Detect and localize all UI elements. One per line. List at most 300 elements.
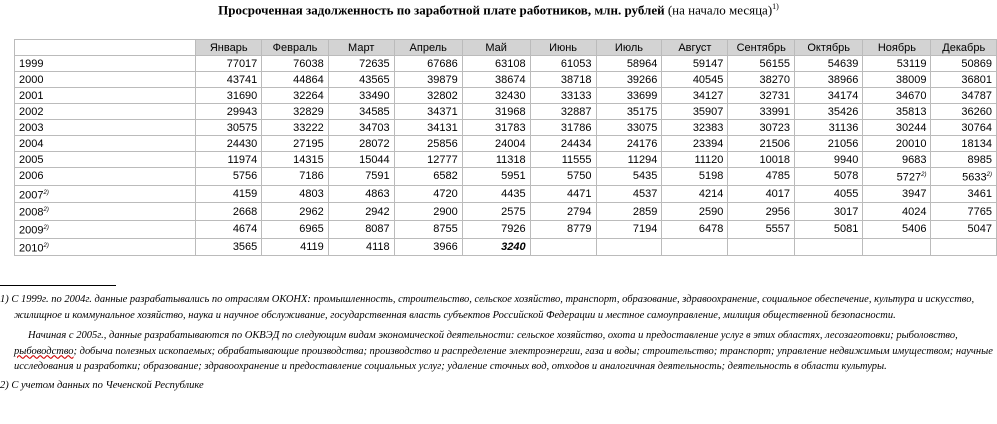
value-cell <box>596 152 662 168</box>
value-text: 5047 <box>967 223 992 236</box>
value-text: 32802 <box>427 89 458 102</box>
value-text: 39879 <box>427 73 458 86</box>
value-text: 27195 <box>293 137 324 150</box>
value-text: 34585 <box>359 105 390 118</box>
value-cell <box>530 238 596 256</box>
value-text: 33133 <box>560 89 592 102</box>
cell-footnote-ref: 2) <box>986 172 992 178</box>
value-text: 32383 <box>692 121 724 134</box>
value-text: 12777 <box>427 153 458 166</box>
footnote-1-continuation <box>0 328 997 375</box>
value-text: 15044 <box>359 153 390 166</box>
value-cell <box>196 238 262 256</box>
value-text: 4118 <box>366 240 390 253</box>
year-label: 2002 <box>19 105 44 118</box>
value-cell <box>196 220 262 238</box>
value-text: 32731 <box>759 89 791 102</box>
month-header: Март <box>328 40 394 56</box>
year-footnote-ref: 2) <box>43 224 49 231</box>
value-text: 4785 <box>765 170 791 183</box>
value-cell <box>728 185 795 203</box>
year-cell <box>15 152 196 168</box>
value-text: 72635 <box>359 57 390 70</box>
value-cell <box>394 185 462 203</box>
footnote-divider <box>0 285 116 286</box>
value-cell <box>394 152 462 168</box>
value-cell <box>394 238 462 256</box>
table-row <box>15 104 997 120</box>
value-text: 5633 <box>962 171 987 184</box>
value-text: 31783 <box>495 121 526 134</box>
value-text: 35907 <box>692 105 724 118</box>
month-header: Апрель <box>394 40 462 56</box>
value-cell <box>728 220 795 238</box>
value-cell <box>662 120 728 136</box>
value-text: 30764 <box>961 121 992 134</box>
value-cell <box>462 185 530 203</box>
value-cell <box>328 185 394 203</box>
value-text: 6582 <box>433 170 458 183</box>
value-text: 2942 <box>365 205 390 218</box>
footnote-2-text-b: ; добыча полезных ископаемых; обрабатывающие производства; производство и распределение электроэнергии, газа и воды; строительство; транспорт; управление недвижимым имуществом; научные исследования и разработки; образование; здравоохранение и предоставление социальных услуг; удаление сточных вод, отходов и аналогичная деятельность; деятельность в области культуры. <box>14 345 993 372</box>
value-cell <box>795 185 863 203</box>
year-cell <box>15 72 196 88</box>
value-text: 2794 <box>567 205 592 218</box>
value-cell <box>863 185 931 203</box>
value-cell <box>196 203 262 221</box>
value-text: 6965 <box>299 223 324 236</box>
value-cell <box>795 168 863 186</box>
value-cell <box>931 238 997 256</box>
value-text: 34131 <box>427 121 458 134</box>
value-text: 5557 <box>765 223 791 236</box>
value-cell <box>394 72 462 88</box>
value-text: 4435 <box>501 187 526 200</box>
value-cell <box>328 220 394 238</box>
value-text: 36260 <box>961 105 992 118</box>
value-text: 5198 <box>698 170 724 183</box>
value-cell <box>394 168 462 186</box>
value-text: 8755 <box>433 223 458 236</box>
value-text: 14315 <box>293 153 324 166</box>
value-text: 5406 <box>901 223 927 236</box>
value-text: 2575 <box>501 205 526 218</box>
year-label: 2001 <box>19 89 44 102</box>
value-cell <box>728 104 795 120</box>
value-text: 5750 <box>567 170 592 183</box>
value-cell <box>931 88 997 104</box>
footnote-2-text: С учетом данных по Чеченской Республике <box>11 379 204 391</box>
value-cell <box>728 88 795 104</box>
month-header: Ноябрь <box>863 40 931 56</box>
value-cell <box>328 168 394 186</box>
value-text: 6478 <box>698 223 724 236</box>
value-text: 24430 <box>226 137 258 150</box>
value-text: 5951 <box>501 170 526 183</box>
value-cell <box>328 120 394 136</box>
year-footnote-ref: 2) <box>43 242 49 249</box>
cell-footnote-ref: 2) <box>921 172 927 178</box>
value-text: 39266 <box>626 73 658 86</box>
year-cell <box>15 238 196 256</box>
value-text: 43565 <box>359 73 390 86</box>
value-text: 3966 <box>433 240 458 253</box>
value-cell <box>262 220 328 238</box>
misspelled-word: рыбоводство <box>14 345 74 357</box>
value-text: 18134 <box>961 137 992 150</box>
year-cell <box>15 136 196 152</box>
value-cell <box>394 136 462 152</box>
value-cell <box>931 185 997 203</box>
value-cell <box>196 72 262 88</box>
value-text: 5078 <box>833 170 859 183</box>
value-text: 7591 <box>365 170 390 183</box>
value-cell <box>728 136 795 152</box>
value-text: 5756 <box>232 170 258 183</box>
value-cell <box>931 220 997 238</box>
value-cell <box>863 120 931 136</box>
value-cell <box>662 104 728 120</box>
value-cell <box>596 72 662 88</box>
value-text: 4055 <box>833 187 859 200</box>
value-cell <box>530 72 596 88</box>
title-note: (на начало месяца) <box>664 2 773 18</box>
value-cell <box>931 136 997 152</box>
value-text: 21056 <box>827 137 859 150</box>
year-label: 2009 <box>19 224 44 237</box>
value-cell <box>795 120 863 136</box>
table-row <box>15 185 997 203</box>
value-text: 2859 <box>632 205 658 218</box>
value-text: 7186 <box>299 170 324 183</box>
year-label: 1999 <box>19 57 44 70</box>
value-cell <box>462 238 530 256</box>
table-row <box>15 203 997 221</box>
month-header: Октябрь <box>795 40 863 56</box>
year-label: 2007 <box>19 189 44 202</box>
value-cell <box>262 56 328 72</box>
value-cell <box>462 168 530 186</box>
value-cell <box>262 88 328 104</box>
value-text: 2956 <box>765 205 791 218</box>
value-text: 32264 <box>293 89 324 102</box>
value-cell <box>462 220 530 238</box>
table-row <box>15 120 997 136</box>
value-text: 31786 <box>560 121 592 134</box>
value-cell <box>863 72 931 88</box>
value-cell <box>530 88 596 104</box>
value-text: 10018 <box>759 153 791 166</box>
value-text: 30575 <box>226 121 258 134</box>
value-text: 76038 <box>293 57 324 70</box>
value-text: 8985 <box>967 153 992 166</box>
value-text: 35426 <box>827 105 859 118</box>
value-cell <box>863 203 931 221</box>
month-header: Январь <box>196 40 262 56</box>
value-text: 4214 <box>698 187 724 200</box>
value-cell <box>662 203 728 221</box>
value-cell <box>262 120 328 136</box>
value-cell <box>596 88 662 104</box>
value-cell <box>262 185 328 203</box>
footnote-1-marker: 1) <box>0 294 9 305</box>
value-text: 35175 <box>626 105 658 118</box>
value-cell <box>262 168 328 186</box>
value-cell <box>394 104 462 120</box>
value-cell <box>863 56 931 72</box>
value-cell <box>462 120 530 136</box>
value-text: 25856 <box>427 137 458 150</box>
table-row <box>15 136 997 152</box>
value-text: 4720 <box>433 187 458 200</box>
table-row <box>15 152 997 168</box>
year-cell <box>15 185 196 203</box>
value-text: 7765 <box>967 205 992 218</box>
value-cell <box>262 136 328 152</box>
value-text: 32887 <box>560 105 592 118</box>
value-text: 3240 <box>501 240 526 253</box>
value-cell <box>328 136 394 152</box>
value-cell <box>262 72 328 88</box>
value-cell <box>328 238 394 256</box>
year-label: 2006 <box>19 170 44 183</box>
value-cell <box>863 88 931 104</box>
value-text: 9683 <box>901 153 927 166</box>
year-cell <box>15 56 196 72</box>
value-cell <box>262 152 328 168</box>
value-text: 44864 <box>293 73 324 86</box>
value-text: 11555 <box>561 153 592 166</box>
corner-cell <box>15 40 196 56</box>
value-text: 23394 <box>692 137 724 150</box>
value-cell <box>530 168 596 186</box>
value-text: 61053 <box>560 57 592 70</box>
value-cell <box>262 104 328 120</box>
value-cell <box>795 88 863 104</box>
value-text: 4159 <box>232 187 258 200</box>
value-cell <box>530 152 596 168</box>
month-header: Июнь <box>530 40 596 56</box>
table-row <box>15 238 997 256</box>
value-cell <box>795 104 863 120</box>
value-cell <box>196 104 262 120</box>
year-cell <box>15 104 196 120</box>
year-label: 2008 <box>19 206 44 219</box>
value-cell <box>530 120 596 136</box>
value-cell <box>462 88 530 104</box>
year-label: 2004 <box>19 137 44 150</box>
value-text: 34787 <box>961 89 992 102</box>
value-cell <box>328 88 394 104</box>
year-cell <box>15 88 196 104</box>
value-cell <box>596 185 662 203</box>
value-cell <box>795 72 863 88</box>
value-cell <box>728 238 795 256</box>
value-cell <box>931 120 997 136</box>
value-cell <box>596 120 662 136</box>
value-cell <box>596 203 662 221</box>
value-cell <box>795 152 863 168</box>
value-text: 56155 <box>759 57 791 70</box>
value-cell <box>394 120 462 136</box>
value-cell <box>394 220 462 238</box>
value-text: 4803 <box>299 187 324 200</box>
value-text: 31136 <box>828 121 859 134</box>
value-text: 36801 <box>961 73 992 86</box>
value-cell <box>394 56 462 72</box>
value-text: 3565 <box>232 240 258 253</box>
value-text: 38674 <box>495 73 526 86</box>
year-label: 2005 <box>19 153 44 166</box>
header-row <box>15 40 997 56</box>
value-cell <box>931 56 997 72</box>
value-text: 77017 <box>226 57 258 70</box>
value-cell <box>931 203 997 221</box>
value-text: 2668 <box>232 205 258 218</box>
value-cell <box>662 185 728 203</box>
value-cell <box>795 238 863 256</box>
value-text: 11974 <box>227 153 258 166</box>
value-cell <box>196 56 262 72</box>
month-header: Август <box>662 40 728 56</box>
value-cell <box>662 152 728 168</box>
value-text: 4471 <box>567 187 592 200</box>
value-cell <box>931 104 997 120</box>
value-cell <box>196 152 262 168</box>
value-cell <box>863 104 931 120</box>
value-text: 38270 <box>759 73 791 86</box>
value-text: 58964 <box>626 57 658 70</box>
value-cell <box>462 136 530 152</box>
value-text: 38009 <box>895 73 927 86</box>
footnote-1-text: С 1999г. по 2004г. данные разрабатывались по отраслям ОКОНХ: промышленность, строительство, сельское хозяйство, транспорт, образование, здравоохранение, социальное обеспечение, культура и искусство, жилищное и коммунальное хозяйство, наука и научное обслуживание, государственная власть субъектов Российской Федерации и местное самоуправление, милиция общественной безопасности. <box>11 294 975 321</box>
footnote-2-marker: 2) <box>0 379 9 391</box>
year-footnote-ref: 2) <box>43 207 49 214</box>
value-cell <box>596 136 662 152</box>
value-text: 21506 <box>759 137 791 150</box>
value-text: 32829 <box>293 105 324 118</box>
month-header: Май <box>462 40 530 56</box>
table-row <box>15 168 997 186</box>
value-cell <box>196 185 262 203</box>
value-text: 8087 <box>365 223 390 236</box>
value-cell <box>931 152 997 168</box>
table-row <box>15 56 997 72</box>
table-row <box>15 88 997 104</box>
value-text: 59147 <box>692 57 724 70</box>
arrears-table <box>14 39 997 256</box>
value-text: 24004 <box>495 137 526 150</box>
value-cell <box>662 88 728 104</box>
value-cell <box>662 136 728 152</box>
value-cell <box>328 152 394 168</box>
footnote-1 <box>0 292 997 323</box>
value-cell <box>728 203 795 221</box>
value-text: 4863 <box>365 187 390 200</box>
value-text: 34127 <box>692 89 724 102</box>
value-text: 50869 <box>961 57 992 70</box>
value-cell <box>662 168 728 186</box>
value-cell <box>328 72 394 88</box>
value-text: 38966 <box>827 73 859 86</box>
year-label: 2000 <box>19 73 44 86</box>
value-cell <box>530 203 596 221</box>
value-text: 40545 <box>692 73 724 86</box>
value-cell <box>596 168 662 186</box>
footnote-2 <box>0 378 997 394</box>
value-text: 3461 <box>967 187 992 200</box>
value-text: 7926 <box>501 223 526 236</box>
value-cell <box>596 238 662 256</box>
value-text: 63108 <box>495 57 526 70</box>
value-cell <box>728 56 795 72</box>
month-header: Июль <box>596 40 662 56</box>
value-text: 7194 <box>632 223 658 236</box>
value-text: 2962 <box>299 205 324 218</box>
value-text: 31690 <box>226 89 258 102</box>
value-cell <box>596 104 662 120</box>
value-text: 4119 <box>300 240 324 253</box>
year-footnote-ref: 2) <box>43 189 49 196</box>
value-cell <box>863 152 931 168</box>
value-text: 3017 <box>833 205 859 218</box>
value-cell <box>262 203 328 221</box>
value-text: 67686 <box>427 57 458 70</box>
value-text: 34670 <box>895 89 927 102</box>
value-text: 11318 <box>495 153 526 166</box>
value-text: 34371 <box>427 105 458 118</box>
value-cell <box>931 72 997 88</box>
month-header: Декабрь <box>931 40 997 56</box>
value-text: 5435 <box>632 170 658 183</box>
value-text: 28072 <box>359 137 390 150</box>
value-cell <box>328 203 394 221</box>
value-text: 4674 <box>232 223 258 236</box>
value-cell <box>863 136 931 152</box>
value-text: 5081 <box>833 223 859 236</box>
value-cell <box>530 136 596 152</box>
value-cell <box>530 185 596 203</box>
page-title <box>0 2 997 18</box>
value-text: 34703 <box>359 121 390 134</box>
value-cell <box>196 88 262 104</box>
value-text: 2590 <box>698 205 724 218</box>
title-footnote-ref: 1) <box>772 2 779 11</box>
value-cell <box>328 56 394 72</box>
value-cell <box>795 56 863 72</box>
value-cell <box>328 104 394 120</box>
value-cell <box>662 56 728 72</box>
value-text: 33699 <box>626 89 658 102</box>
table-row <box>15 220 997 238</box>
value-text: 9940 <box>833 153 859 166</box>
value-text: 33222 <box>293 121 324 134</box>
value-text: 4017 <box>765 187 791 200</box>
value-text: 5727 <box>896 171 922 184</box>
value-cell <box>596 220 662 238</box>
value-text: 11294 <box>627 153 658 166</box>
value-text: 11120 <box>694 153 724 166</box>
value-text: 8779 <box>567 223 592 236</box>
year-label: 2010 <box>19 242 44 255</box>
value-cell <box>662 238 728 256</box>
value-cell <box>795 203 863 221</box>
month-header: Февраль <box>262 40 328 56</box>
value-cell <box>728 152 795 168</box>
value-text: 20010 <box>895 137 927 150</box>
value-text: 38718 <box>560 73 592 86</box>
value-cell <box>863 238 931 256</box>
